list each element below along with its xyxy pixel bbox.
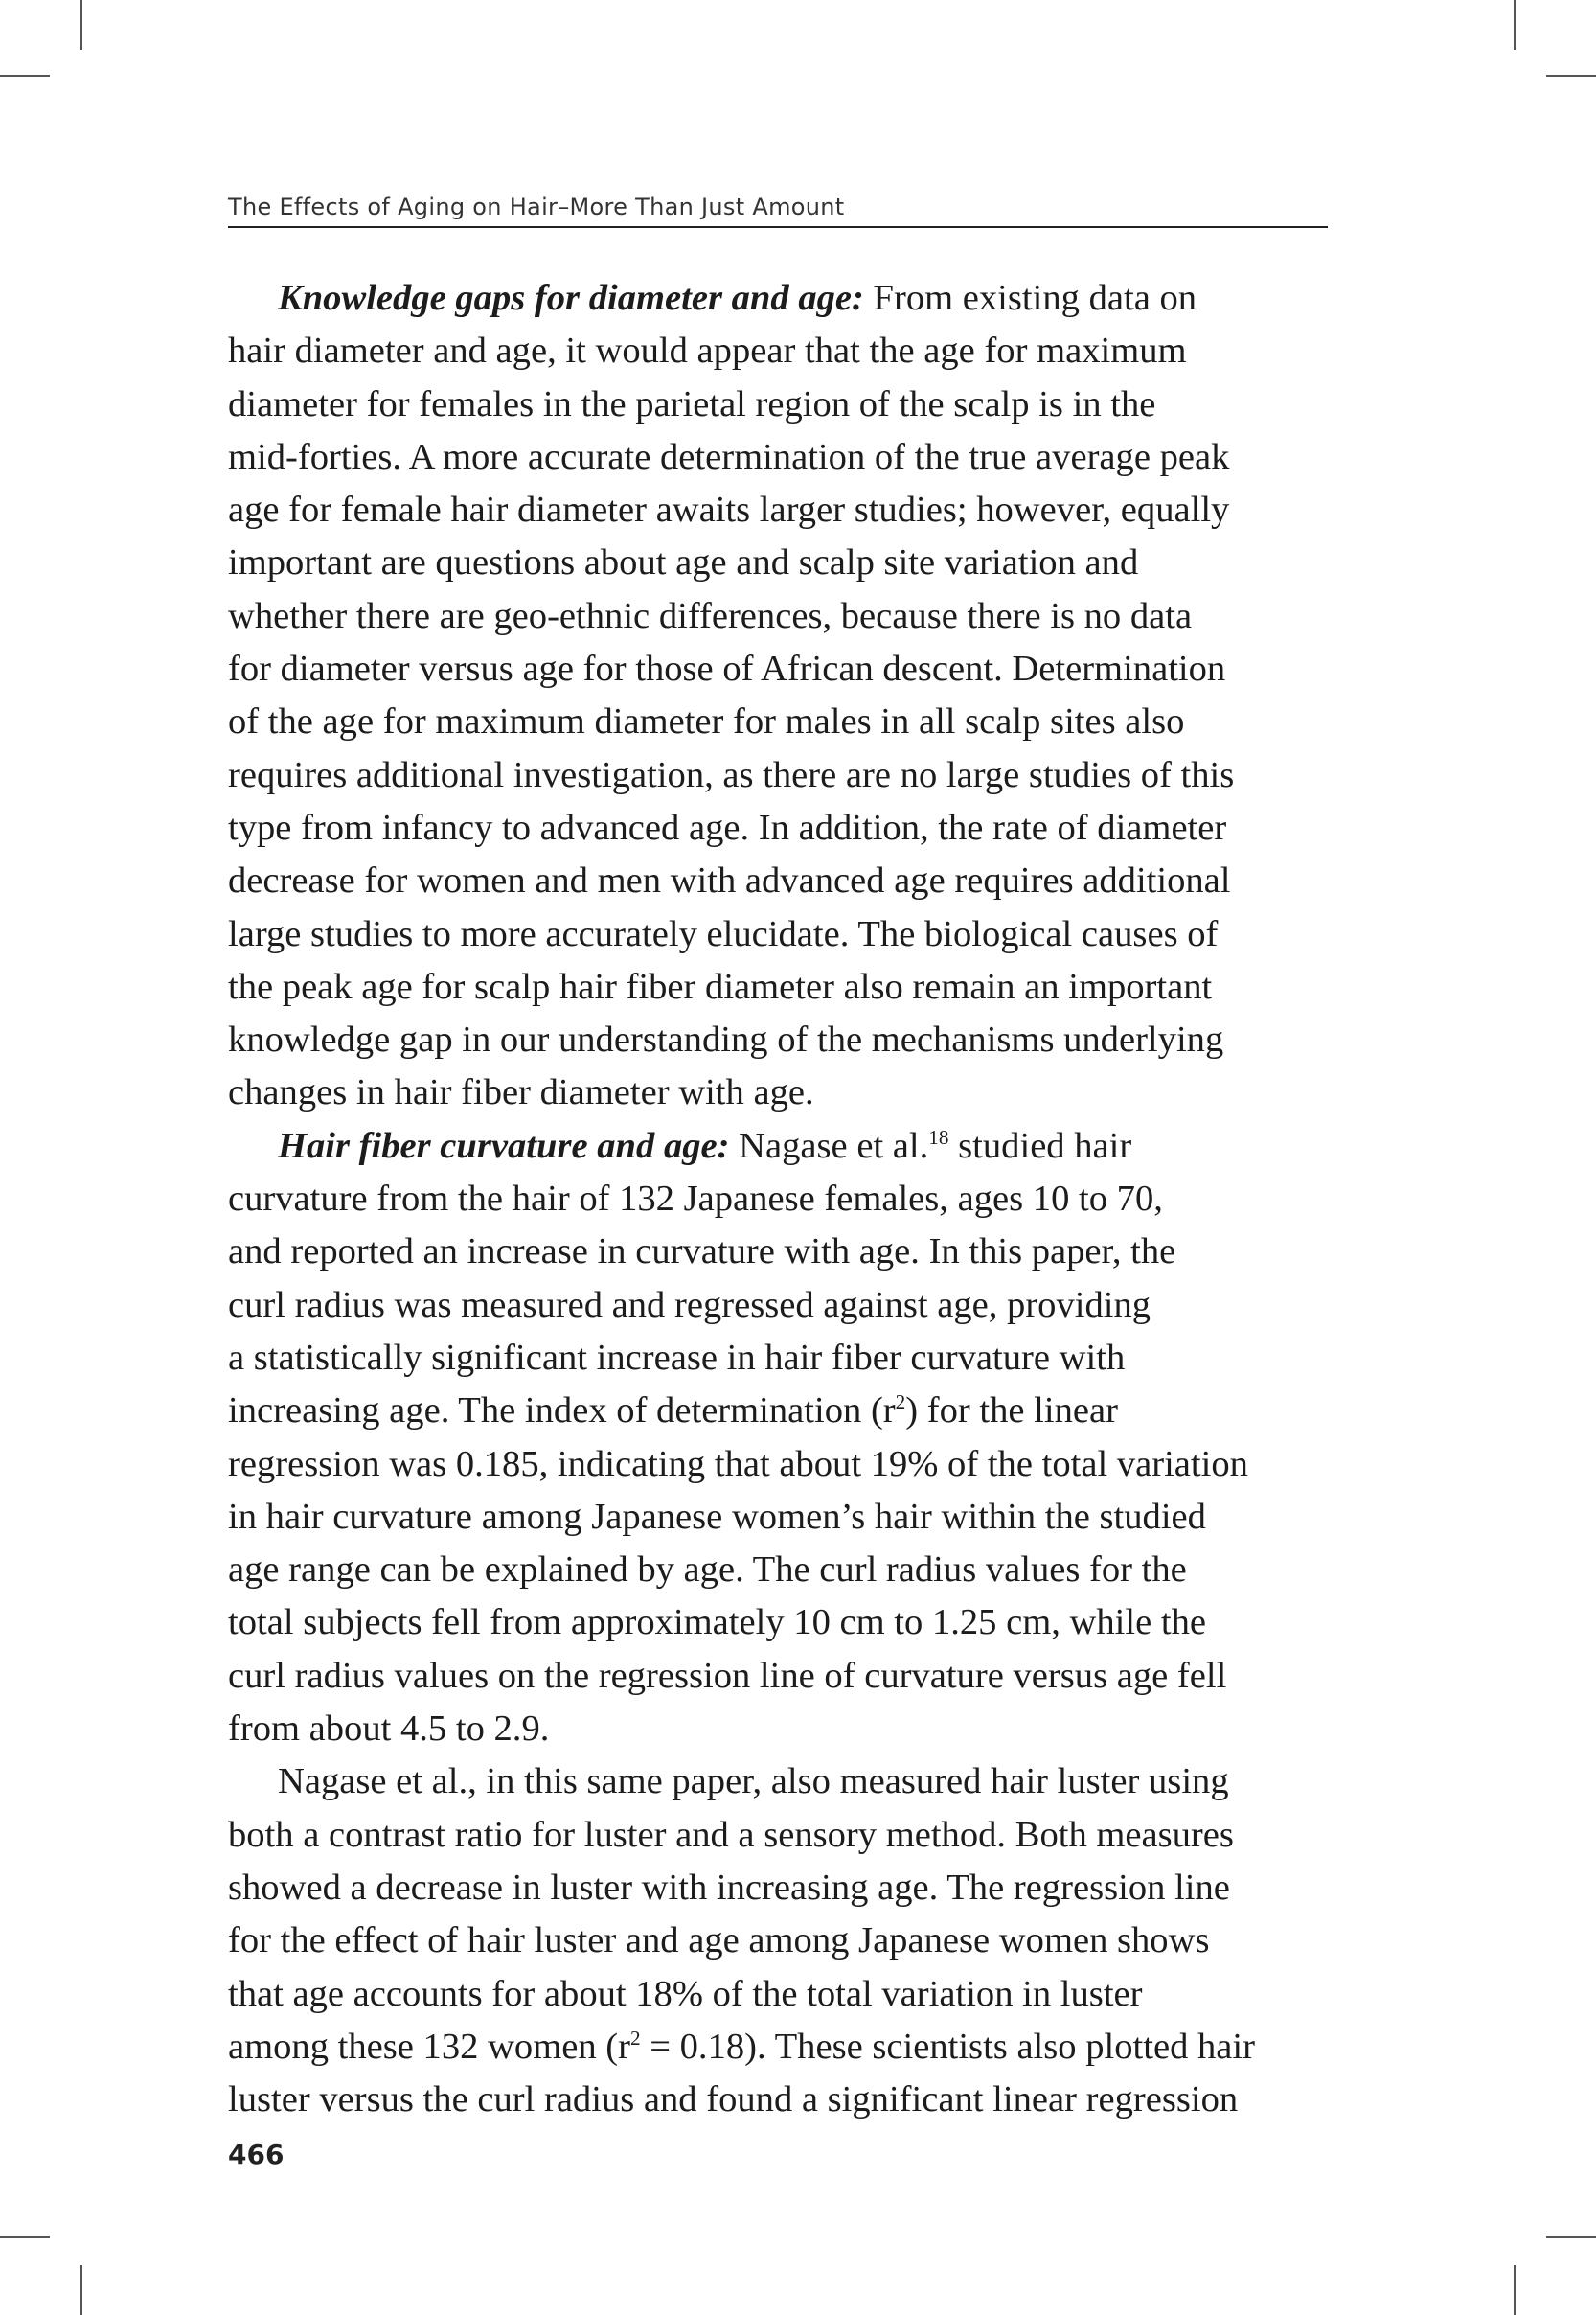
running-head: The Effects of Aging on Hair–More Than Just Amount <box>228 194 845 220</box>
paragraph-curvature <box>228 1120 1328 1756</box>
text-line: age for female hair diameter awaits larger studies; however, equally <box>228 490 1230 531</box>
text-line: that age accounts for about 18% of the total variation in luster <box>228 1973 1143 2014</box>
crop-mark <box>0 2236 50 2238</box>
text-line: showed a decrease in luster with increasing age. The regression line <box>228 1867 1230 1908</box>
superscript: 2 <box>895 1390 906 1414</box>
page-number: 466 <box>228 2139 285 2170</box>
text-line: Knowledge gaps for diameter and age: From existing data on <box>278 278 1197 318</box>
text-line: a statistically significant increase in hair fiber curvature with <box>228 1337 1126 1378</box>
crop-mark <box>80 2265 82 2315</box>
text-line: curl radius values on the regression line of curvature versus age fell <box>228 1655 1227 1696</box>
text-line: from about 4.5 to 2.9. <box>228 1708 550 1750</box>
text-line: and reported an increase in curvature with age. In this paper, the <box>228 1231 1176 1272</box>
body-text <box>228 272 1328 2126</box>
paragraph-luster <box>228 1755 1328 2126</box>
run-in-heading: Hair fiber curvature and age: <box>278 1125 730 1166</box>
paragraph-knowledge-gaps <box>228 272 1328 1120</box>
text-line: the peak age for scalp hair fiber diameter also remain an important <box>228 966 1213 1007</box>
text-line: requires additional investigation, as there are no large studies of this <box>228 754 1235 795</box>
text-line: for the effect of hair luster and age among Japanese women shows <box>228 1920 1210 1961</box>
superscript: 2 <box>629 2026 641 2050</box>
text-line: luster versus the curl radius and found a significant linear regression <box>228 2079 1239 2120</box>
crop-mark <box>1514 2265 1516 2315</box>
text-line: in hair curvature among Japanese women’s hair within the studied <box>228 1496 1206 1537</box>
crop-mark <box>0 75 50 77</box>
text-line: type from infancy to advanced age. In addition, the rate of diameter <box>228 807 1227 848</box>
text-line: among these 132 women $(r^2 = 0.18)$. These scientists also plotted hair <box>228 2026 1255 2067</box>
text-line: diameter for females in the parietal region of the scalp is in the <box>228 383 1156 424</box>
crop-mark <box>80 0 82 50</box>
text-line: whether there are geo-ethnic differences, because there is no data <box>228 595 1193 636</box>
text-line: increasing age. The index of determination $(r^2)$ for the linear <box>228 1390 1118 1432</box>
text-line: age range can be explained by age. The curl radius values for the <box>228 1549 1187 1591</box>
crop-mark <box>1514 0 1516 50</box>
text-line: knowledge gap in our understanding of the mechanisms underlying <box>228 1020 1224 1061</box>
text-line: curl radius was measured and regressed against age, providing <box>228 1284 1151 1325</box>
text-line: hair diameter and age, it would appear that the age for maximum <box>228 331 1187 372</box>
text-line: changes in hair fiber diameter with age. <box>228 1072 814 1113</box>
text-line: both a contrast ratio for luster and a sensory method. Both measures <box>228 1814 1234 1855</box>
text-line: decrease for women and men with advanced age requires additional <box>228 860 1231 902</box>
header-rule <box>228 226 1328 228</box>
crop-mark <box>1546 75 1596 77</box>
text-line: Hair fiber curvature and age: Nagase et al.$^{18}$ studied hair <box>278 1125 1132 1166</box>
run-in-heading: Knowledge gaps for diameter and age: <box>278 278 864 318</box>
text-line: for diameter versus age for those of African descent. Determination <box>228 649 1226 690</box>
text-line: mid-forties. A more accurate determination of the true average peak <box>228 436 1230 477</box>
text-line: large studies to more accurately elucidate. The biological causes of <box>228 913 1219 954</box>
text-line: total subjects fell from approximately 10 cm to 1.25 cm, while the <box>228 1602 1207 1643</box>
text-line: Nagase et al., in this same paper, also measured hair luster using <box>278 1761 1229 1802</box>
text-line: of the age for maximum diameter for males in all scalp sites also <box>228 701 1185 743</box>
text-line: curvature from the hair of 132 Japanese females, ages 10 to 70, <box>228 1179 1163 1220</box>
text-line: important are questions about age and scalp site variation and <box>228 542 1139 584</box>
reference-superscript: 18 <box>928 1125 949 1149</box>
text-line: regression was 0.185, indicating that about 19% of the total variation <box>228 1443 1248 1484</box>
crop-mark <box>1546 2236 1596 2238</box>
